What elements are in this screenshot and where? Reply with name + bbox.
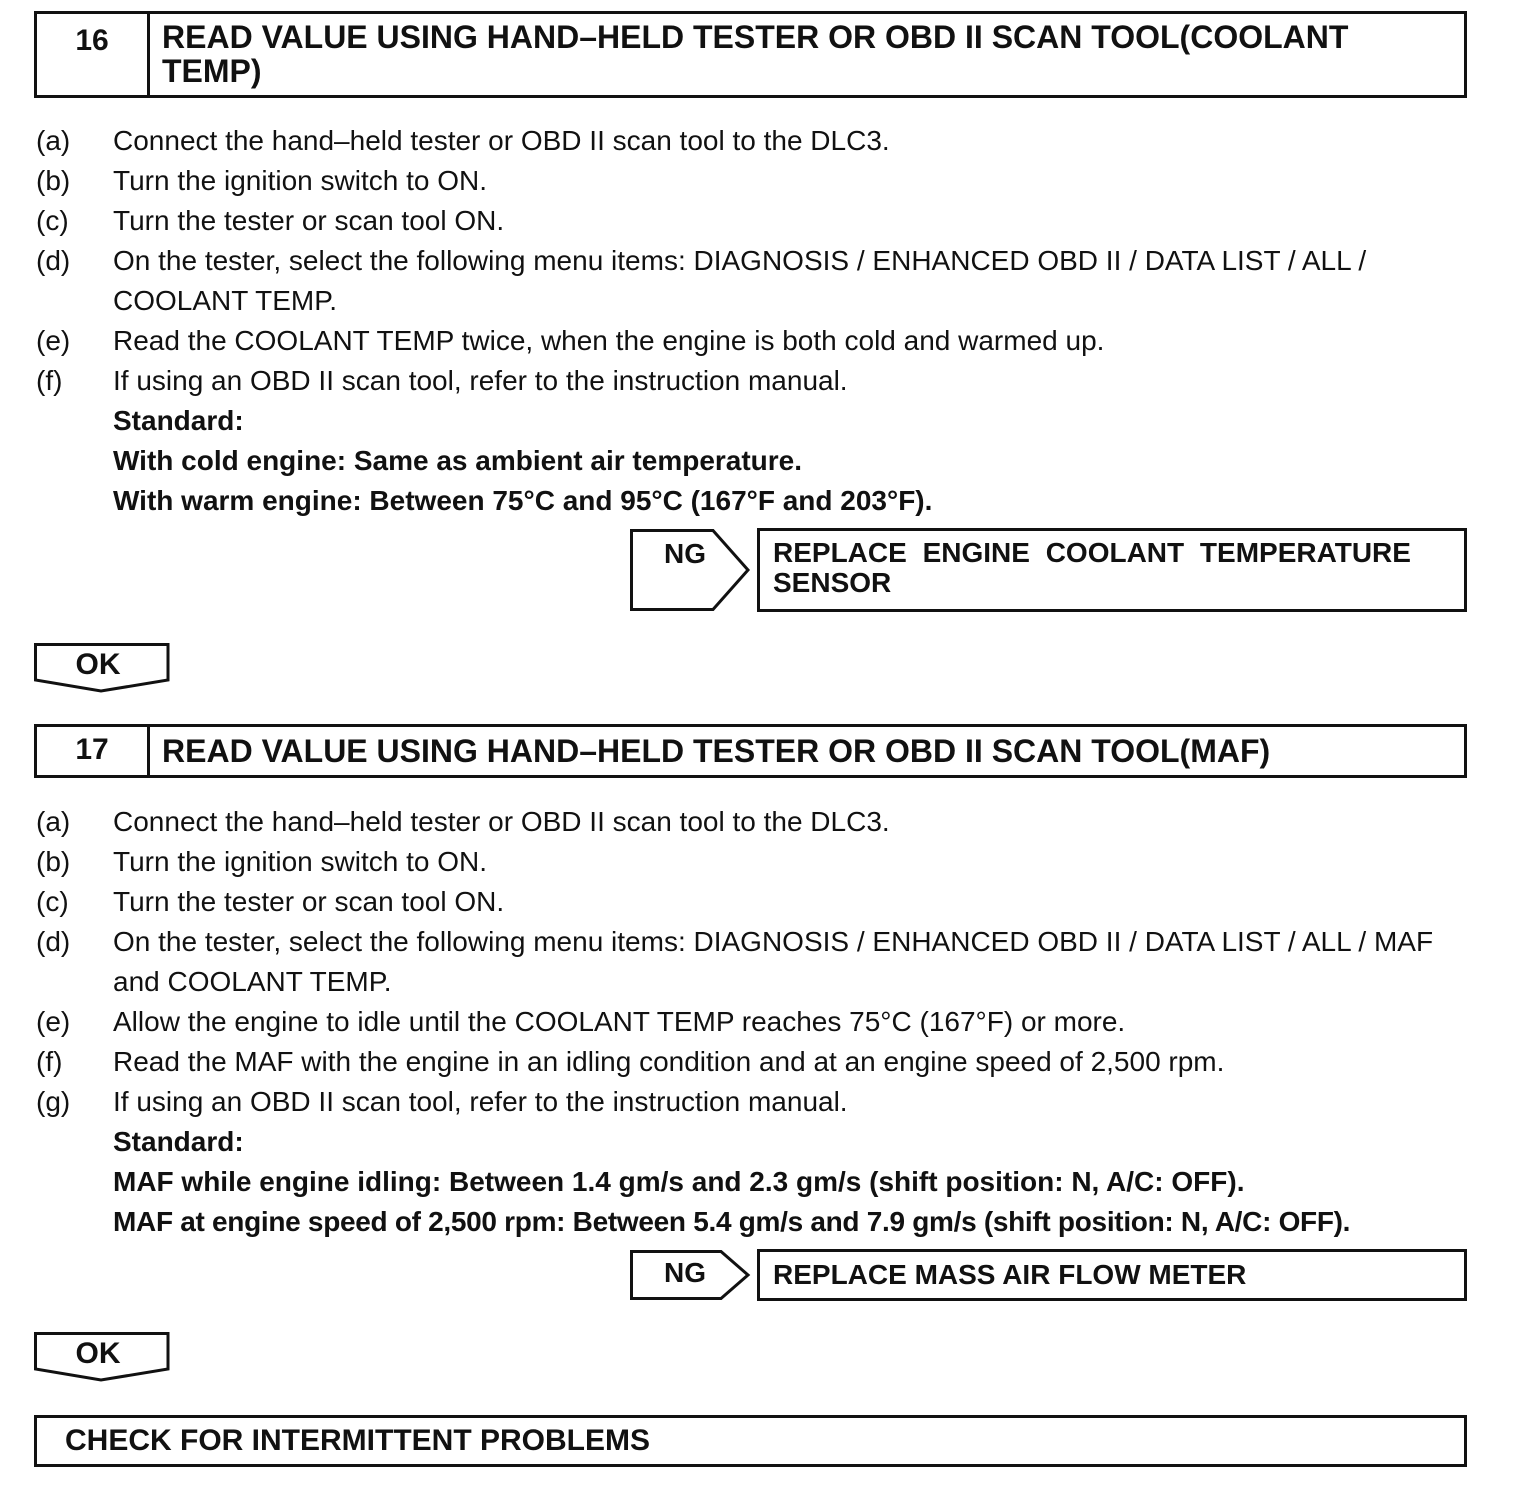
item-label: (f) <box>36 1046 63 1077</box>
ng-action: REPLACE ENGINE COOLANT TEMPERATURE SENSOR <box>773 537 1411 598</box>
list-item <box>36 361 1486 401</box>
item-label: (f) <box>36 365 63 396</box>
final-action: CHECK FOR INTERMITTENT PROBLEMS <box>65 1424 650 1457</box>
list-item <box>36 321 1486 361</box>
step-title: READ VALUE USING HAND–HELD TESTER OR OBD II SCAN TOOL(MAF) <box>162 733 1271 769</box>
item-label: (a) <box>36 806 71 837</box>
step-number: 17 <box>37 727 150 775</box>
final-action-box <box>34 1415 1467 1467</box>
item-label: (b) <box>36 165 71 196</box>
item-text: If using an OBD II scan tool, refer to the instruction manual. <box>113 1086 848 1117</box>
item-text: On the tester, select the following menu items: DIAGNOSIS / ENHANCED OBD II / DATA LIST / ALL / MAF and COOLANT TEMP. <box>113 926 1434 997</box>
ng-arrow <box>629 528 753 612</box>
list-item <box>36 1002 1486 1042</box>
list-item <box>36 882 1486 922</box>
step-17-header <box>34 724 1467 778</box>
list-item <box>36 121 1486 161</box>
item-label: (d) <box>36 926 71 957</box>
list-item <box>36 802 1486 842</box>
item-text: Read the COOLANT TEMP twice, when the engine is both cold and warmed up. <box>113 325 1105 356</box>
ng-label: NG <box>664 1257 706 1288</box>
step-16-instructions <box>36 121 1486 521</box>
ok-label: OK <box>75 648 121 681</box>
item-text: On the tester, select the following menu items: DIAGNOSIS / ENHANCED OBD II / DATA LIST / ALL / COOLANT TEMP. <box>113 245 1367 316</box>
standard-value: MAF at engine speed of 2,500 rpm: Between 5.4 gm/s and 7.9 gm/s (shift position: N, A/C: OFF). <box>113 1206 1351 1237</box>
ng-action: REPLACE MASS AIR FLOW METER <box>773 1259 1247 1290</box>
item-label: (d) <box>36 245 71 276</box>
item-label: (b) <box>36 846 71 877</box>
ng-result-box <box>757 1249 1467 1301</box>
item-text: Connect the hand–held tester or OBD II scan tool to the DLC3. <box>113 125 890 156</box>
list-item <box>36 201 1486 241</box>
standard-value: With cold engine: Same as ambient air temperature. <box>113 445 803 476</box>
standard-value: With warm engine: Between 75°C and 95°C (167°F and 203°F). <box>113 485 933 516</box>
step-title: READ VALUE USING HAND–HELD TESTER OR OBD II SCAN TOOL(COOLANT TEMP) <box>162 19 1349 89</box>
item-label: (c) <box>36 886 69 917</box>
step-number: 16 <box>37 14 150 95</box>
item-label: (e) <box>36 1006 71 1037</box>
list-item <box>36 161 1486 201</box>
list-item <box>36 241 1486 321</box>
step-16-header <box>34 11 1467 98</box>
standard-label: Standard: <box>113 1126 244 1157</box>
item-label: (g) <box>36 1086 71 1117</box>
item-label: (c) <box>36 205 69 236</box>
ok-label: OK <box>75 1337 121 1370</box>
ok-arrow <box>33 642 171 694</box>
standard-value: MAF while engine idling: Between 1.4 gm/s and 2.3 gm/s (shift position: N, A/C: OFF). <box>113 1166 1245 1197</box>
ng-result-box <box>757 528 1467 612</box>
item-text: If using an OBD II scan tool, refer to the instruction manual. <box>113 365 848 396</box>
step-17-instructions <box>36 802 1486 1242</box>
ok-arrow <box>33 1331 171 1383</box>
list-item <box>36 922 1486 1002</box>
standard-label: Standard: <box>113 405 244 436</box>
item-text: Read the MAF with the engine in an idling condition and at an engine speed of 2,500 rpm. <box>113 1046 1225 1077</box>
list-item <box>36 842 1486 882</box>
item-text: Turn the tester or scan tool ON. <box>113 886 505 917</box>
item-text: Connect the hand–held tester or OBD II scan tool to the DLC3. <box>113 806 890 837</box>
item-text: Turn the ignition switch to ON. <box>113 846 488 877</box>
list-item <box>36 1042 1486 1082</box>
item-label: (e) <box>36 325 71 356</box>
item-text: Allow the engine to idle until the COOLANT TEMP reaches 75°C (167°F) or more. <box>113 1006 1126 1037</box>
list-item <box>36 1082 1486 1122</box>
item-text: Turn the ignition switch to ON. <box>113 165 488 196</box>
item-label: (a) <box>36 125 71 156</box>
ng-arrow <box>629 1249 753 1301</box>
item-text: Turn the tester or scan tool ON. <box>113 205 505 236</box>
ng-label: NG <box>664 538 706 569</box>
